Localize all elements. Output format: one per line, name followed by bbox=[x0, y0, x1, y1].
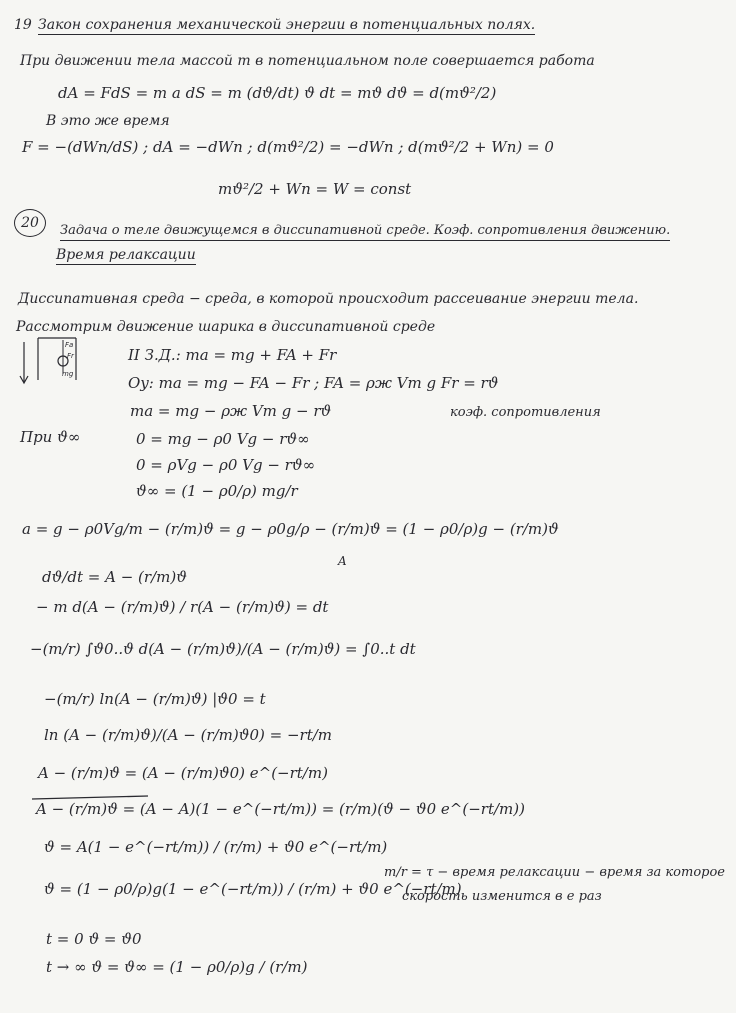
eq-exp: A − (r/m)ϑ = (A − (r/m)ϑ0) e^(−rt/m) bbox=[38, 764, 328, 782]
eq-steady-2: 0 = ρVg − ρ0 Vg − rϑ∞ bbox=[136, 456, 316, 474]
fig-label-fr: Fr bbox=[67, 352, 74, 360]
section-20-subtitle: Время релаксации bbox=[56, 247, 196, 263]
section-19-intro: При движении тела массой m в потенциальном поле совершается работа bbox=[20, 53, 595, 69]
ball-diagram bbox=[18, 334, 78, 386]
resistance-coef-note: коэф. сопротивления bbox=[450, 405, 601, 420]
eq-acceleration: a = g − ρ0Vg/m − (r/m)ϑ = g − ρ0g/ρ − (r/m)ϑ = (1 − ρ0/ρ)g − (r/m)ϑ bbox=[22, 520, 559, 538]
section-20-title: Задача о теле движущемся в диссипативной среде. Коэф. сопротивления движению. bbox=[60, 222, 670, 241]
eq-dv-dt: dϑ/dt = A − (r/m)ϑ bbox=[42, 568, 187, 586]
eq-work: dA = FdS = m a dS = m (dϑ/dt) ϑ dt = mϑ dϑ = d(mϑ²/2) bbox=[58, 84, 497, 102]
eq-v-inf: ϑ∞ = (1 − ρ0/ρ) mg/r bbox=[136, 482, 298, 500]
relaxation-note-1: m/r = τ − время релаксации − время за которое bbox=[384, 865, 725, 880]
eq-v-solution-full: ϑ = (1 − ρ0/ρ)g(1 − e^(−rt/m)) / (r/m) + ϑ0 e^(−rt/m) bbox=[44, 880, 462, 898]
eq-initial-condition: t = 0 ϑ = ϑ0 bbox=[46, 930, 142, 948]
eq-oy-projection: Oy: ma = mg − FA − Fr ; FA = ρж Vт g Fr = rϑ bbox=[128, 374, 499, 392]
eq-force-potential: F = −(dWп/dS) ; dA = −dWп ; d(mϑ²/2) = −dWп ; d(mϑ²/2 + Wп) = 0 bbox=[22, 138, 554, 156]
relaxation-note-2: скорость изменится в e раз bbox=[402, 889, 602, 904]
eq-separate: − m d(A − (r/m)ϑ) / r(A − (r/m)ϑ) = dt bbox=[36, 598, 329, 616]
eq-newton-2: II З.Д.: ma = mg + FA + Fr bbox=[128, 346, 337, 364]
section-19-title: Закон сохранения механической энергии в потенциальных полях. bbox=[38, 17, 536, 33]
eq-ln-ratio: ln (A − (r/m)ϑ)/(A − (r/m)ϑ0) = −rt/m bbox=[44, 726, 333, 744]
eq-crossed: A − (r/m)ϑ = (A − A)(1 − e^(−rt/m)) = (r/m)(ϑ − ϑ0 e^(−rt/m)) bbox=[36, 800, 525, 818]
eq-v-solution-a: ϑ = A(1 − e^(−rt/m)) / (r/m) + ϑ0 e^(−rt/m) bbox=[44, 838, 388, 856]
at-v-inf-label: При ϑ∞ bbox=[20, 428, 81, 446]
fig-label-mg: mg bbox=[62, 370, 74, 378]
eq-energy-const: mϑ²/2 + Wп = W = const bbox=[218, 180, 412, 198]
eq-a-label: A bbox=[338, 554, 347, 568]
eq-ma: ma = mg − ρж Vт g − rϑ bbox=[130, 402, 332, 420]
dissipative-definition: Диссипативная среда − среда, в которой происходит рассеивание энергии тела. bbox=[18, 291, 639, 307]
section-20-number: 20 bbox=[14, 209, 46, 237]
same-time-label: В это же время bbox=[46, 113, 170, 129]
fig-label-fa: Fa bbox=[65, 341, 74, 349]
eq-log: −(m/r) ln(A − (r/m)ϑ) |ϑ0 = t bbox=[44, 690, 266, 708]
eq-limit: t → ∞ ϑ = ϑ∞ = (1 − ρ0/ρ)g / (r/m) bbox=[46, 958, 308, 976]
eq-integral: −(m/r) ∫ϑ0..ϑ d(A − (r/m)ϑ)/(A − (r/m)ϑ) = ∫0..t dt bbox=[30, 640, 416, 658]
section-19-number: 19 bbox=[14, 17, 32, 33]
strikethrough-mark bbox=[30, 790, 150, 804]
consider-line: Рассмотрим движение шарика в диссипативной среде bbox=[16, 319, 436, 335]
eq-steady-1: 0 = mg − ρ0 Vg − rϑ∞ bbox=[136, 430, 310, 448]
